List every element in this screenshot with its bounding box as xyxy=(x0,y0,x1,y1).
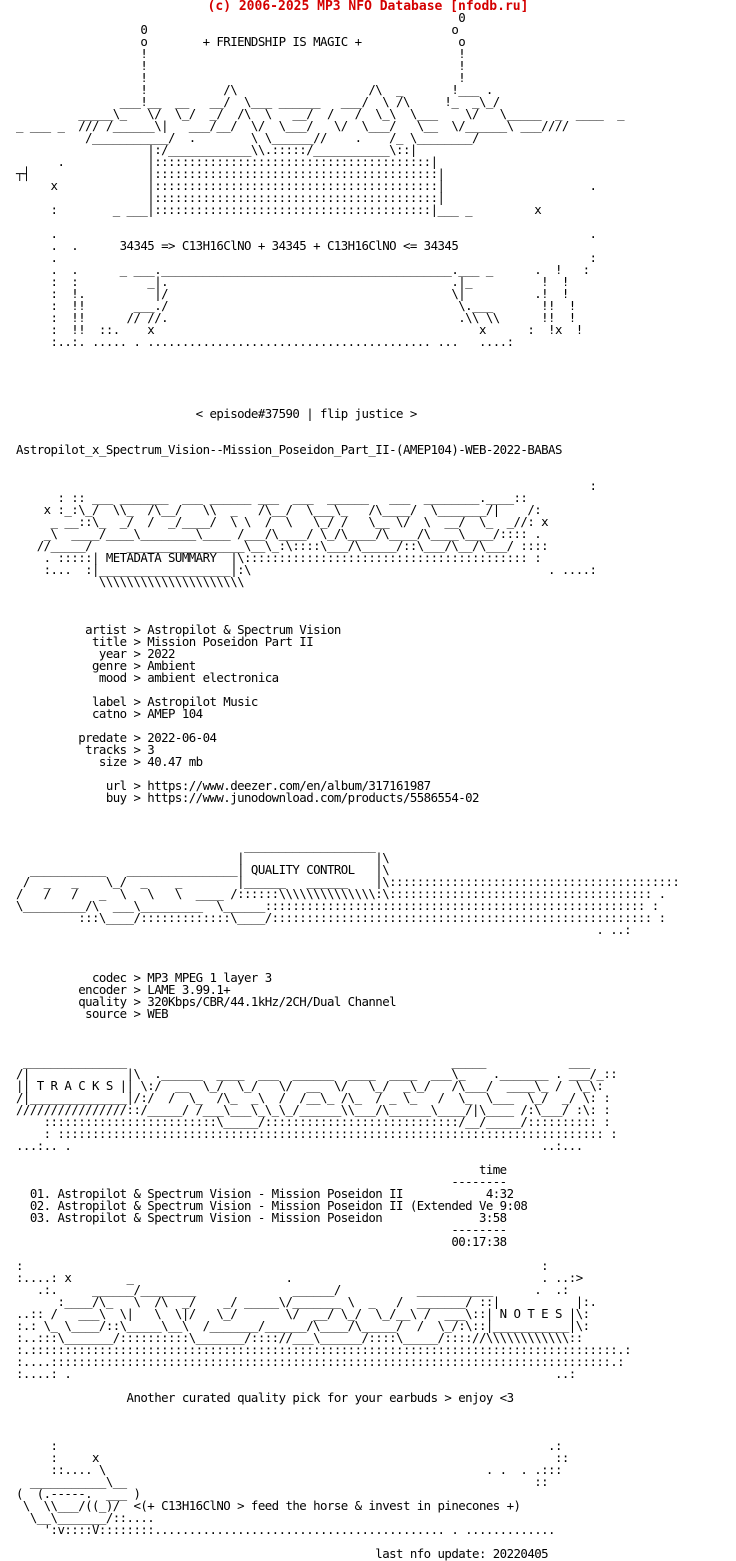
nfo-line: || T R A C K S || \:/ __ \_/ \_/ \/ __ \/ \_/ _\_/ /\___/ ____\_ / \_\: xyxy=(16,1078,604,1093)
nfo-line xyxy=(16,372,679,384)
nfo-line: 0 xyxy=(16,10,466,25)
nfo-line: . . xyxy=(16,226,597,241)
nfo-line: ___________________ xyxy=(16,838,376,853)
nfo-line: : : xyxy=(16,1258,549,1273)
nfo-line: |:::::::::::::::::::::::::::::::::::::::::| xyxy=(16,190,590,205)
nfo-line: title > Mission Poseidon Part II xyxy=(16,634,314,649)
nfo-line: 0 o xyxy=(16,22,459,37)
nfo-line: ___________\__ :: xyxy=(16,1474,549,1489)
nfo-line xyxy=(16,1020,679,1032)
nfo-line: :::::::::::::::::::::::::\_____/::::::::::::::::::::::::::::/__/_____/:::::::::: : xyxy=(16,1114,611,1129)
nfo-line: :.:::::::::::::::::::::::::::::::::::::::::::::::::::::::::::::::::::::::::::::::::::::.: xyxy=(16,1342,631,1357)
nfo-line: mood > ambient electronica xyxy=(16,670,279,685)
nfo-line: codec > MP3 MPEG 1 layer 3 xyxy=(16,970,272,985)
nfo-line: _______________ _____ ___ xyxy=(16,1054,590,1069)
nfo-line: source > WEB xyxy=(16,1006,169,1021)
nfo-line: \__\_______/::.... xyxy=(16,1510,155,1525)
nfo-line: /|______________|/:/ / \_ /\_ _\ / /__\_ /\_ / _ \_ / \_ \___ \_/ _/ \: : xyxy=(16,1090,611,1105)
nfo-line: |:/____________\\.:::::/___________\::| xyxy=(16,142,597,157)
nfo-line: :..:::\_______/::::::::::\_______/:::://___\______/::::\_____/:::://\\\\\\\\\\\\:: xyxy=(16,1330,583,1345)
nfo-line: buy > https://www.junodownload.com/products/5586554-02 xyxy=(16,790,479,805)
nfo-line: : !. |/ \| .! ! xyxy=(16,286,569,301)
nfo-line: Another curated quality pick for your earbuds > enjoy <3 xyxy=(16,1390,514,1405)
nfo-line: Astropilot_x_Spectrum_Vision--Mission_Poseidon_Part_II-(AMEP104)-WEB-2022-BABAS xyxy=(16,442,562,457)
nfo-line: ..:: / ___\ \| \ \|/ \_/ \/ __/ \_/ \_/__\ / ___\::| N O T E S |\: xyxy=(16,1306,590,1321)
nfo-line xyxy=(16,936,679,948)
nfo-line: | |\ xyxy=(16,850,390,865)
nfo-line: \ \\___/((_)/ <(+ C13H16ClNO > feed the horse & invest in pinecones +) xyxy=(16,1498,521,1513)
nfo-line: o + FRIENDSHIP IS MAGIC + o xyxy=(16,34,466,49)
nfo-line: year > 2022 xyxy=(16,646,175,661)
nfo-line: 00:17:38 xyxy=(16,1234,507,1249)
nfo-line xyxy=(16,456,679,468)
nfo-line: : :: ___ _______ ___ ______ ___ ___ ______ ___ ________.____:: xyxy=(16,490,528,505)
nfo-line: last nfo update: 20220405 xyxy=(16,1546,549,1561)
nfo-line: _ ___ _ /// /______\| ___/__/ \/ \___/ \/ \___/ \__ \/______\ ___//// xyxy=(16,118,576,133)
nfo-line: ::.... \ . . . .::: xyxy=(16,1462,562,1477)
nfo-line: encoder > LAME 3.99.1+ xyxy=(16,982,231,997)
nfo-line: / _ _ \_/ _ _ |______ ______ |\:::::::::::::::::::::::::::::::::::::::::: xyxy=(16,874,680,889)
nfo-line: . ..: xyxy=(16,922,631,937)
nfo-line: -------- xyxy=(16,1222,507,1237)
nfo-line: : !! // //. .\\ \\ !! ! xyxy=(16,310,576,325)
nfo-line: genre > Ambient xyxy=(16,658,196,673)
nfo-line xyxy=(16,420,679,432)
nfo-line xyxy=(16,1032,679,1044)
site-copyright-header: (c) 2006-2025 MP3 NFO Database [nfodb.ru] xyxy=(207,0,529,14)
nfo-line: 03. Astropilot & Spectrum Vision - Mission Poseidon 3:58 xyxy=(16,1210,507,1225)
nfo-line xyxy=(16,348,679,360)
nfo-line: ! /\ /\ _ !___ . xyxy=(16,82,493,97)
nfo-line: :....:::::::::::::::::::::::::::::::::::::::::::::::::::::::::::::::::::::::::::::::::.: xyxy=(16,1354,625,1369)
nfo-line: :::\____/:::::::::::::\____/::::::::::::::::::::::::::::::::::::::::::::::::::::::: : xyxy=(16,910,666,925)
nfo-line: : _ ___|::::::::::::::::::::::::::::::::::::::::|___ _ x xyxy=(16,202,542,217)
nfo-line: : !! ::. x x : !x ! xyxy=(16,322,583,337)
nfo-line: . : xyxy=(16,250,597,265)
nfo-line: x :_:\_/ \\_ /\__/ \\ _ /\__/ \___\_ /\____/ \_______/| /: xyxy=(16,502,542,517)
nfo-line: < episode#37590 | flip justice > xyxy=(16,406,417,421)
nfo-line xyxy=(16,588,679,600)
nfo-line: : xyxy=(16,478,597,493)
nfo-ascii-document xyxy=(16,0,679,1560)
nfo-line: \\\\\\\\\\\\\\\\\\\\\ xyxy=(16,574,245,589)
nfo-line: : : _|. .|_ ! ! xyxy=(16,274,569,289)
nfo-line: 02. Astropilot & Spectrum Vision - Mission Poseidon II (Extended Ve 9:08 xyxy=(16,1198,528,1213)
nfo-line: . . 34345 => C13H16ClNO + 34345 + C13H16ClNO <= 34345 xyxy=(16,238,459,253)
nfo-line: time xyxy=(16,1162,507,1177)
nfo-line: //_____/ _________________\__\_:\::::\___/\_____/::\___/\__/\___/ :::: xyxy=(16,538,549,553)
nfo-line: artist > Astropilot & Spectrum Vision xyxy=(16,622,341,637)
nfo-line: ...:.. . ..:... xyxy=(16,1138,583,1153)
nfo-line: . |::::::::::::::::::::::::::::::::::::::::| xyxy=(16,154,618,169)
nfo-line: ! ! xyxy=(16,46,466,61)
nfo-line: \_________/\ ___\_________ \______::::::::::::::::::::::::::::::::::::::::::::::::::::::: : xyxy=(16,898,659,913)
nfo-line: / / / _ \ \ \ ____ /::::::\\\\\\\\\\\\\\:\:::::::::::::::::::::::::::::::::::::: . xyxy=(16,886,666,901)
nfo-line: ( (.-----. ___ ) xyxy=(16,1486,141,1501)
nfo-line xyxy=(16,948,679,960)
nfo-line: ┬┤ |:::::::::::::::::::::::::::::::::::::::::| xyxy=(16,166,604,181)
nfo-line: : ::::::::::::::::::::::::::::::::::::::::::::::::::::::::::::::::::::::::::::::: : xyxy=(16,1126,618,1141)
nfo-line: : x :: xyxy=(16,1450,569,1465)
nfo-line xyxy=(16,1404,679,1416)
nfo-line: 01. Astropilot & Spectrum Vision - Mission Poseidon II 4:32 xyxy=(16,1186,514,1201)
nfo-line: :____/\_ \ /\ _/ _/ _____\/_______ \ _ / _______/ ::| |:. xyxy=(16,1294,597,1309)
nfo-line: -------- xyxy=(16,1174,507,1189)
nfo-line: :....: . ..: xyxy=(16,1366,576,1381)
nfo-line: _____\_ \/ \_/ _/ /\ \ __/ / / \_\ \___ \/ \_____ _ ____ _ xyxy=(16,106,625,121)
nfo-line: quality > 320Kbps/CBR/44.1kHz/2CH/Dual Channel xyxy=(16,994,397,1009)
nfo-line: tracks > 3 xyxy=(16,742,155,757)
nfo-line: ':v::::V::::::::.......................................... . ............. xyxy=(16,1522,555,1537)
nfo-line: ___!__ __ __/ \___ ______ ___/ \ /\ !_ _\_/ xyxy=(16,94,500,109)
nfo-line: . :::::| METADATA SUMMARY |\::::::::::::::::::::::::::::::::::::::::: : xyxy=(16,550,542,565)
nfo-line: :.: \_ \____/::\_____\__\ /_______/______/\____/\_____/ / \_/:\::|___________|\: xyxy=(16,1318,590,1333)
nfo-line: catno > AMEP 104 xyxy=(16,706,203,721)
nfo-line: ___________ ________________| QUALITY CONTROL |\ xyxy=(16,862,390,877)
nfo-line xyxy=(16,1416,679,1428)
nfo-line: ! ! xyxy=(16,70,466,85)
nfo-line xyxy=(16,816,679,828)
nfo-line: size > 40.47 mb xyxy=(16,754,203,769)
nfo-line: /___________/ . \ \______// . /_ \________/ xyxy=(16,130,535,145)
nfo-line: : !! ___./ \.___ !! ! xyxy=(16,298,576,313)
nfo-line: label > Astropilot Music xyxy=(16,694,258,709)
nfo-line xyxy=(16,600,679,612)
nfo-line: ! ! xyxy=(16,58,466,73)
nfo-line xyxy=(16,384,679,396)
nfo-line: . . _ ___.__________________________________________.___ _ . ! : xyxy=(16,262,590,277)
nfo-line: _\ ____/____\________\____ /___/\____/ \_/\____/\____/\____\____/:::: . xyxy=(16,526,542,541)
nfo-line: :... :|___________________|:\ . ....: xyxy=(16,562,597,577)
nfo-line xyxy=(16,804,679,816)
nfo-line: _ __::\_ _/ / _/____/ \ \ / \ \_/ / \__ \/ \ __/ \_ _//: x xyxy=(16,514,549,529)
nfo-line xyxy=(16,360,679,372)
nfo-line: predate > 2022-06-04 xyxy=(16,730,217,745)
nfo-line: x |:::::::::::::::::::::::::::::::::::::::::| . xyxy=(16,178,597,193)
nfo-line: :....: x _ . . ..:> xyxy=(16,1270,583,1285)
nfo-line: url > https://www.deezer.com/en/album/317161987 xyxy=(16,778,431,793)
nfo-line: ////////////////::/_____/ /___\___\_\_\_/______\\___/\______\____/|\____ /:\___/ :\: : xyxy=(16,1102,611,1117)
nfo-line: /| |\ .______ ____ ___ ______ ____ ____ ___\_ ._______ . ___/_:: xyxy=(16,1066,618,1081)
nfo-line: :..:. ..... . ......................................... ... ....: xyxy=(16,334,514,349)
nfo-line: : .: xyxy=(16,1438,562,1453)
nfo-line: .:. ______/________ ______/ ___________ . .: xyxy=(16,1282,569,1297)
